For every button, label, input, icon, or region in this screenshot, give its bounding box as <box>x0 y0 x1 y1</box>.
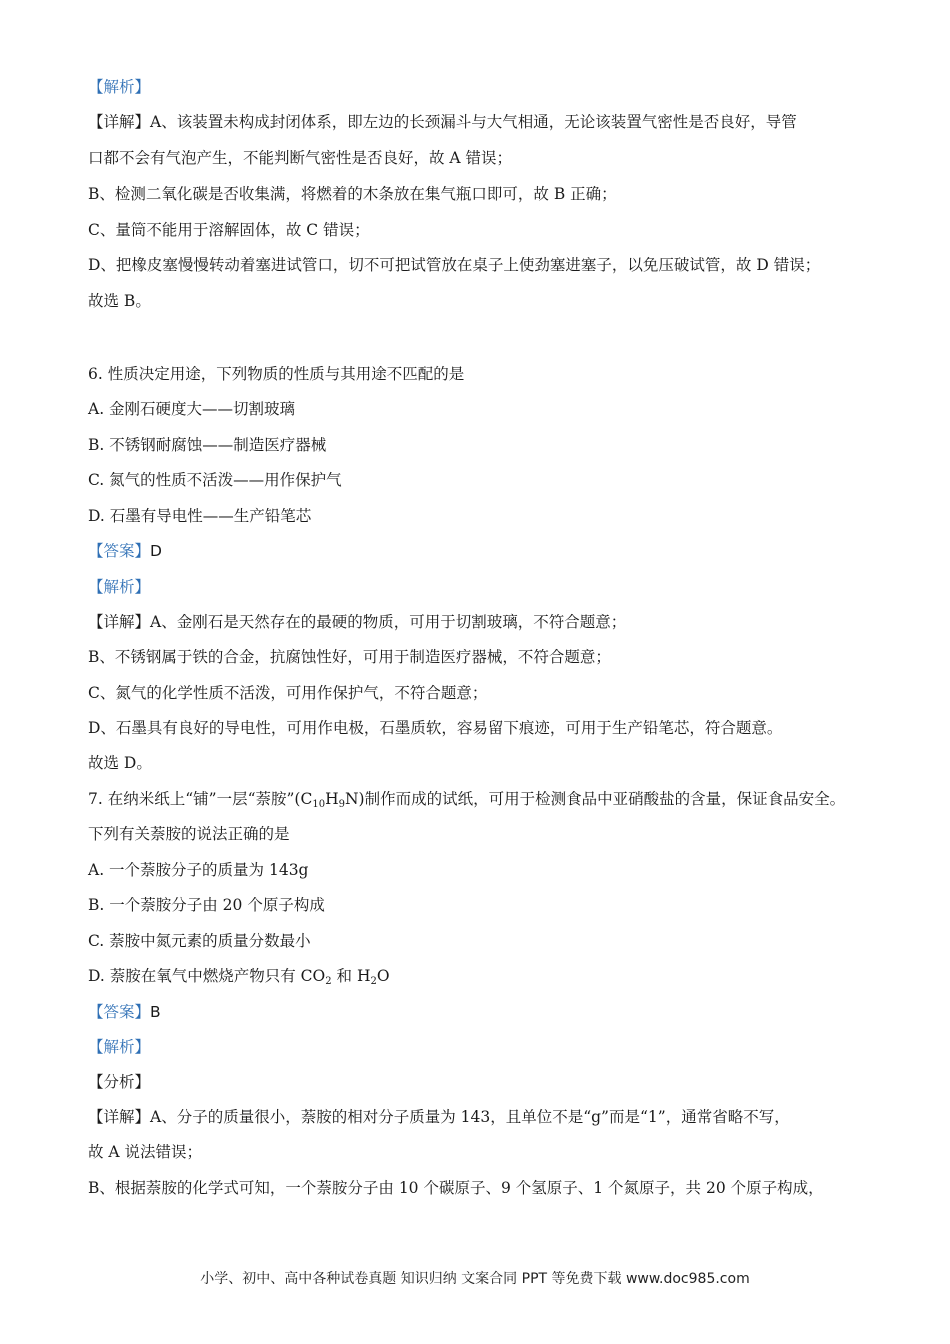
q7-option-a: A. 一个萘胺分子的质量为 143g <box>88 861 309 879</box>
fenxi-tag: 【分析】 <box>88 1073 151 1091</box>
question-7-stem-line2: 下列有关萘胺的说法正确的是 <box>88 825 290 843</box>
detail-line: 【详解】A、分子的质量很小，萘胺的相对分子质量为 143，且单位不是“g”而是“1”，通常省略不写， <box>88 1108 790 1126</box>
detail-line: B、不锈钢属于铁的合金，抗腐蚀性好，可用于制造医疗器械，不符合题意； <box>88 648 611 666</box>
analysis-tag: 【解析】 <box>88 578 151 596</box>
answer-tag: 【答案】 <box>88 542 151 560</box>
detail-line: 【详解】A、金刚石是天然存在的最硬的物质，可用于切割玻璃，不符合题意； <box>88 613 627 631</box>
q7-option-b: B. 一个萘胺分子由 20 个原子构成 <box>88 896 325 914</box>
conclusion-line: 故选 B。 <box>88 292 151 310</box>
detail-line: B、检测二氧化碳是否收集满，将燃着的木条放在集气瓶口即可，故 B 正确； <box>88 185 617 203</box>
q6-option-a: A. 金刚石硬度大——切割玻璃 <box>88 400 296 418</box>
detail-line: 故 A 说法错误； <box>88 1143 203 1161</box>
analysis-tag: 【解析】 <box>88 1038 151 1056</box>
page-footer: 小学、初中、高中各种试卷真题 知识归纳 文案合同 PPT 等免费下载 www.doc985.com <box>200 1271 750 1287</box>
q6-option-d: D. 石墨有导电性——生产铅笔芯 <box>88 507 312 525</box>
q7-option-c: C. 萘胺中氮元素的质量分数最小 <box>88 932 311 950</box>
answer-value: D <box>150 542 162 560</box>
q6-option-c: C. 氮气的性质不活泼——用作保护气 <box>88 471 342 489</box>
detail-line: C、氮气的化学性质不活泼，可用作保护气，不符合题意； <box>88 684 488 702</box>
detail-line: B、根据萘胺的化学式可知，一个萘胺分子由 10 个碳原子、9 个氢原子、1 个氮原子，共 20 个原子构成， <box>88 1179 824 1197</box>
q7-option-d: D. 萘胺在氧气中燃烧产物只有 $CO_2$ 和 $H_2O$ <box>88 967 390 987</box>
detail-line: C、量筒不能用于溶解固体，故 C 错误； <box>88 221 370 239</box>
q6-option-b: B. 不锈钢耐腐蚀——制造医疗器械 <box>88 436 327 454</box>
detail-line: 【详解】A、该装置未构成封闭体系，即左边的长颈漏斗与大气相通，无论该装置气密性是否良好，导管 <box>88 113 797 131</box>
detail-line: D、把橡皮塞慢慢转动着塞进试管口，切不可把试管放在桌子上使劲塞进塞子，以免压破试管，故 D 错误； <box>88 256 821 274</box>
q6-answer <box>88 540 162 562</box>
answer-value: B <box>150 1003 161 1021</box>
question-6-stem: 6. 性质决定用途，下列物质的性质与其用途不匹配的是 <box>88 365 465 383</box>
answer-tag: 【答案】 <box>88 1003 151 1021</box>
analysis-tag: 【解析】 <box>88 78 151 96</box>
q7-answer <box>88 1001 161 1023</box>
detail-line: D、石墨具有良好的导电性，可用作电极，石墨质软，容易留下痕迹，可用于生产铅笔芯，符合题意。 <box>88 719 783 737</box>
question-7-stem: 7. 在纳米纸上“铺”一层“萘胺$”(C_{10}H_9N)$制作而成的试纸，可用于检测食品中亚硝酸盐的含量，保证食品安全。 <box>88 790 846 810</box>
detail-line: 口都不会有气泡产生，不能判断气密性是否良好，故 A 错误； <box>88 149 513 167</box>
conclusion-line: 故选 D。 <box>88 754 152 772</box>
